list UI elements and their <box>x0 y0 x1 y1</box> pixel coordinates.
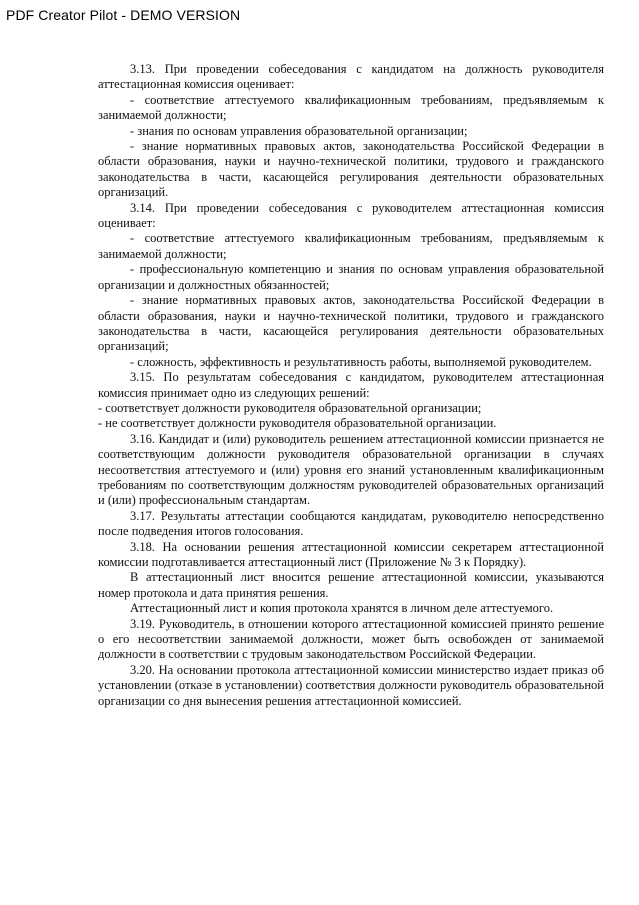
paragraph: - знание нормативных правовых актов, законодательства Российской Федерации в области образования, науки и научно-технической политики, трудового и гражданского законодательства в части, касающейся регулирования деятельности образовательных организаций; <box>98 293 604 354</box>
paragraph: 3.20. На основании протокола аттестационной комиссии министерство издает приказ об установлении (отказе в установлении) соответствия должности руководитель образовательной организации со дня вынесения решения аттестационной комиссией. <box>98 662 604 708</box>
paragraph: - знания по основам управления образовательной организации; <box>130 123 468 138</box>
paragraph: 3.18. На основании решения аттестационной комиссии секретарем аттестационной комиссии подготавливается аттестационный лист (Приложение № 3 к Порядку). <box>98 539 604 569</box>
paragraph: - соответствует должности руководителя образовательной организации; <box>98 400 482 415</box>
paragraph: 3.19. Руководитель, в отношении которого аттестационной комиссией принято решение о его несоответствии занимаемой должности, может быть освобожден от занимаемой должности в соответствии с трудовым законодательством Российской Федерации. <box>98 616 604 662</box>
document-body <box>98 62 604 709</box>
paragraph: Аттестационный лист и копия протокола хранятся в личном деле аттестуемого. <box>130 601 554 616</box>
paragraph: 3.15. По результатам собеседования с кандидатом, руководителем аттестационная комиссия принимает одно из следующих решений: <box>98 370 604 400</box>
paragraph: 3.13. При проведении собеседования с кандидатом на должность руководителя аттестационная комиссия оценивает: <box>98 62 604 92</box>
paragraph: - профессиональную компетенцию и знания по основам управления образовательной организации и должностных обязанностей; <box>98 262 604 292</box>
demo-watermark: PDF Creator Pilot - DEMO VERSION <box>6 7 241 23</box>
paragraph: - соответствие аттестуемого квалификационным требованиям, предъявляемым к занимаемой должности; <box>98 92 604 123</box>
paragraph: 3.14. При проведении собеседования с руководителем аттестационная комиссия оценивает: <box>98 200 604 231</box>
paragraph: В аттестационный лист вносится решение аттестационной комиссии, указываются номер протокола и дата принятия решения. <box>98 570 604 600</box>
paragraph: - сложность, эффективность и результативность работы, выполняемой руководителем. <box>130 354 592 369</box>
paragraph: - знание нормативных правовых актов, законодательства Российской Федерации в области образования, науки и научно-технической политики, трудового и гражданского законодательства в части, касающейся регулирования деятельности образовательных организаций. <box>98 139 604 200</box>
paragraph: 3.17. Результаты аттестации сообщаются кандидатам, руководителю непосредственно после подведения итогов голосования. <box>98 508 604 539</box>
paragraph: - не соответствует должности руководителя образовательной организации. <box>98 416 497 431</box>
paragraph: - соответствие аттестуемого квалификационным требованиям, предъявляемым к занимаемой должности; <box>98 231 604 261</box>
paragraph: 3.16. Кандидат и (или) руководитель решением аттестационной комиссии признается не соответствующим должности руководителя образовательной организации в случаях несоответствия аттестуемого и (или) уровня его знаний установленным квалификационным требованиям по соответствующим должностям руководителей образовательных организаций и (или) профессиональным стандартам. <box>98 431 604 508</box>
